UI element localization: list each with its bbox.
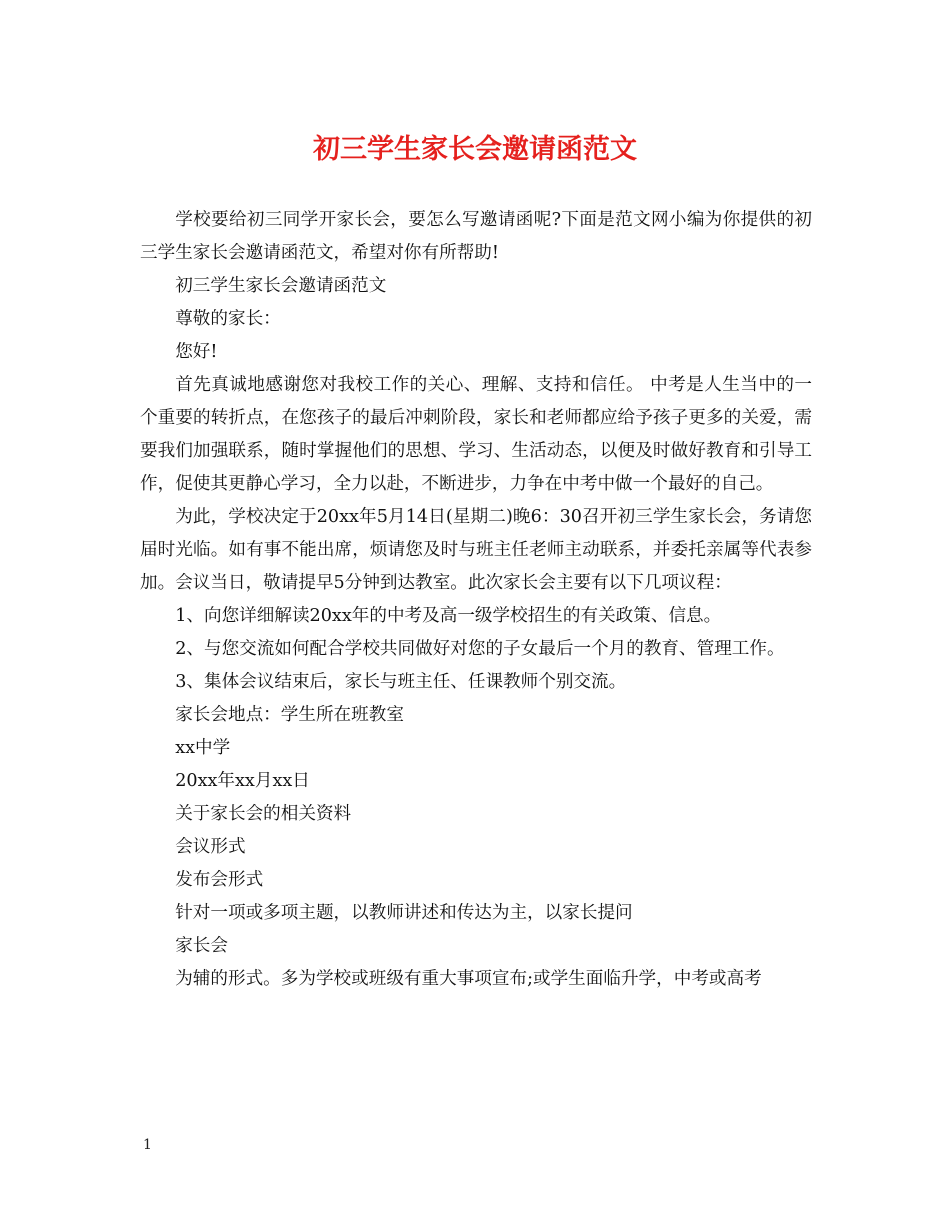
- format-detail: 为辅的形式。多为学校或班级有重大事项宣布;或学生面临升学，中考或高考: [175, 969, 762, 989]
- format-type: 发布会形式: [175, 870, 264, 890]
- intro-paragraph: 学校要给初三同学开家长会，要怎么写邀请函呢?下面是范文网小编为你提供的初三学生家长会邀请函范文，希望对你有所帮助!: [140, 210, 812, 263]
- page-number: 1: [143, 1137, 152, 1153]
- body-paragraph-schedule: 为此，学校决定于20xx年5月14日(星期二)晚6：30召开初三学生家长会，务请您届时光临。如有事不能出席，烦请您及时与班主任老师主动联系，并委托亲属等代表参加。会议当日，敬请提早5分钟到达教室。此次家长会主要有以下几项议程：: [140, 507, 812, 593]
- signature-school: xx中学: [175, 738, 231, 758]
- meeting-location: 家长会地点：学生所在班教室: [175, 705, 404, 725]
- related-info-heading: 关于家长会的相关资料: [175, 804, 352, 824]
- agenda-item-2: 2、与您交流如何配合学校共同做好对您的子女最后一个月的教育、管理工作。: [175, 639, 785, 659]
- signature-date: 20xx年xx月xx日: [175, 771, 310, 791]
- greeting: 您好!: [175, 342, 218, 362]
- meeting-format-heading: 会议形式: [175, 837, 246, 857]
- format-label: 家长会: [175, 936, 228, 956]
- salutation: 尊敬的家长：: [175, 309, 281, 329]
- agenda-item-1: 1、向您详细解读20xx年的中考及高一级学校招生的有关政策、信息。: [175, 606, 722, 626]
- subtitle-line: 初三学生家长会邀请函范文: [175, 276, 387, 296]
- format-description: 针对一项或多项主题，以教师讲述和传达为主，以家长提问: [175, 903, 633, 923]
- document-title: 初三学生家长会邀请函范文: [313, 134, 637, 165]
- agenda-item-3: 3、集体会议结束后，家长与班主任、任课教师个别交流。: [175, 672, 627, 692]
- document-body: [140, 204, 812, 996]
- body-paragraph-thanks: 首先真诚地感谢您对我校工作的关心、理解、支持和信任。 中考是人生当中的一个重要的转折点，在您孩子的最后冲刺阶段，家长和老师都应给予孩子更多的关爱，需要我们加强联系，随时掌握他们的思想、学习、生活动态，以便及时做好教育和引导工作，促使其更静心学习，全力以赴，不断进步，力争在中考中做一个最好的自己。: [140, 375, 812, 494]
